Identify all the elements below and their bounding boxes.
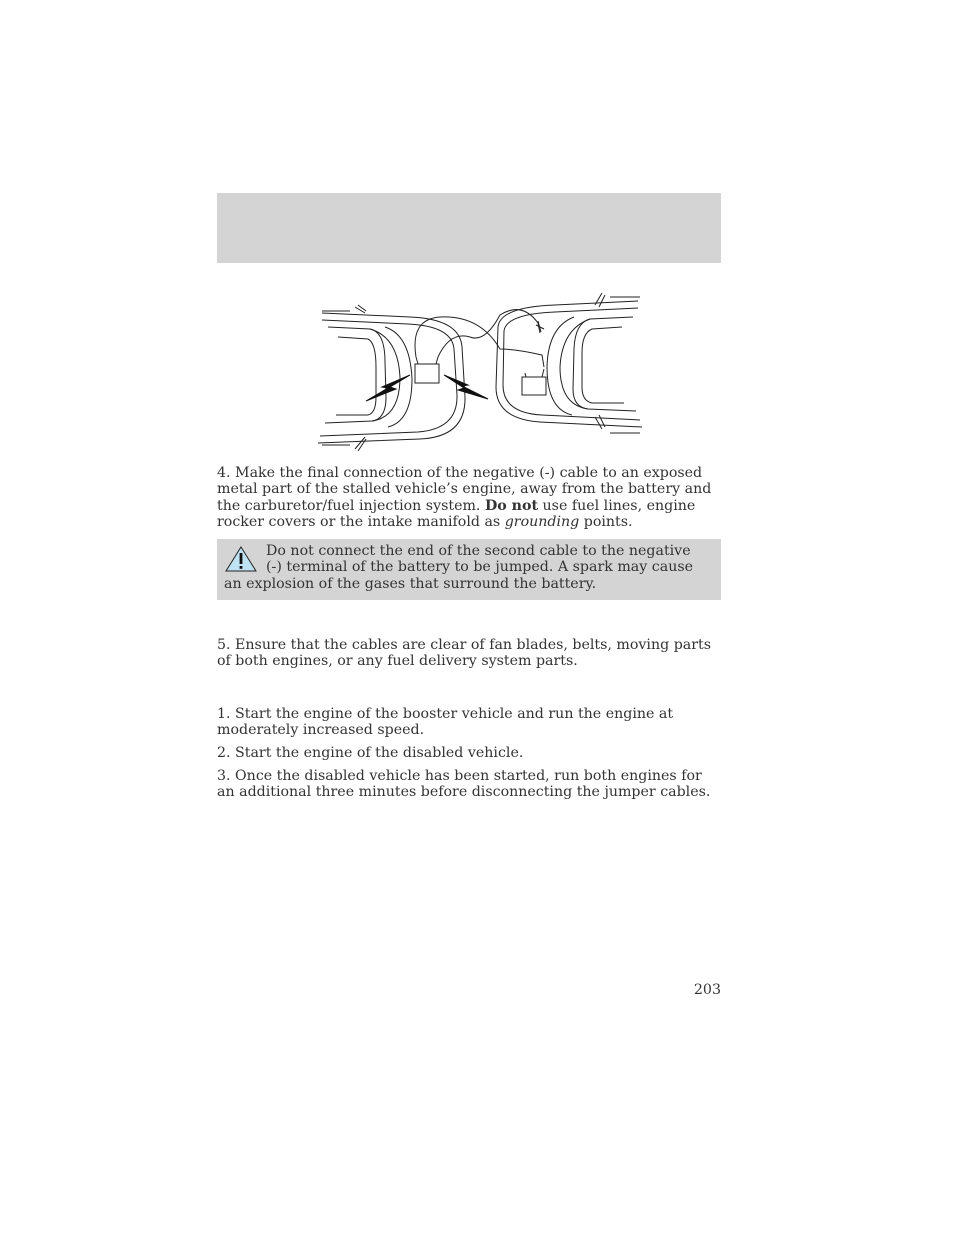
jumper-cables xyxy=(415,310,544,367)
step-4-text-continued: use fuel lines, engine rocker covers or the intake manifold as xyxy=(217,497,696,531)
start-step-2: 2. Start the engine of the disabled vehicle. xyxy=(217,745,524,761)
step-4-text: 4. Make the final connection of the negative (-) cable to an exposed metal part of the stalled vehicle’s engine, away from the battery and the carburetor/fuel injection system. xyxy=(217,465,712,514)
warning-box xyxy=(217,539,721,600)
warning-text-block xyxy=(224,543,704,592)
spark-icon xyxy=(444,375,488,399)
start-step-3: 3. Once the disabled vehicle has been started, run both engines for an additional three minutes before disconnecting the jumper cables. xyxy=(217,768,711,801)
step-4-bold-text: Do not xyxy=(484,497,539,514)
step-4-italic-text: grounding xyxy=(504,514,580,531)
step-5-paragraph: 5. Ensure that the cables are clear of fan blades, belts, moving parts of both engines, or any fuel delivery system parts. xyxy=(217,637,711,670)
jump-start-diagram xyxy=(310,287,650,452)
page-number: 203 xyxy=(693,982,721,998)
step-4-text-end: points. xyxy=(579,514,633,531)
step-4-paragraph xyxy=(217,465,721,531)
booster-vehicle xyxy=(496,293,642,433)
spark-icon xyxy=(366,375,410,401)
section-header-band xyxy=(217,193,721,263)
warning-text: Do not connect the end of the second cable to the negative (-) terminal of the battery to be jumped. A spark may cause an explosion of the gases that surround the battery. xyxy=(224,543,694,592)
disabled-vehicle xyxy=(318,305,465,451)
start-step-1: 1. Start the engine of the booster vehicle and run the engine at moderately increased speed. xyxy=(217,706,674,739)
